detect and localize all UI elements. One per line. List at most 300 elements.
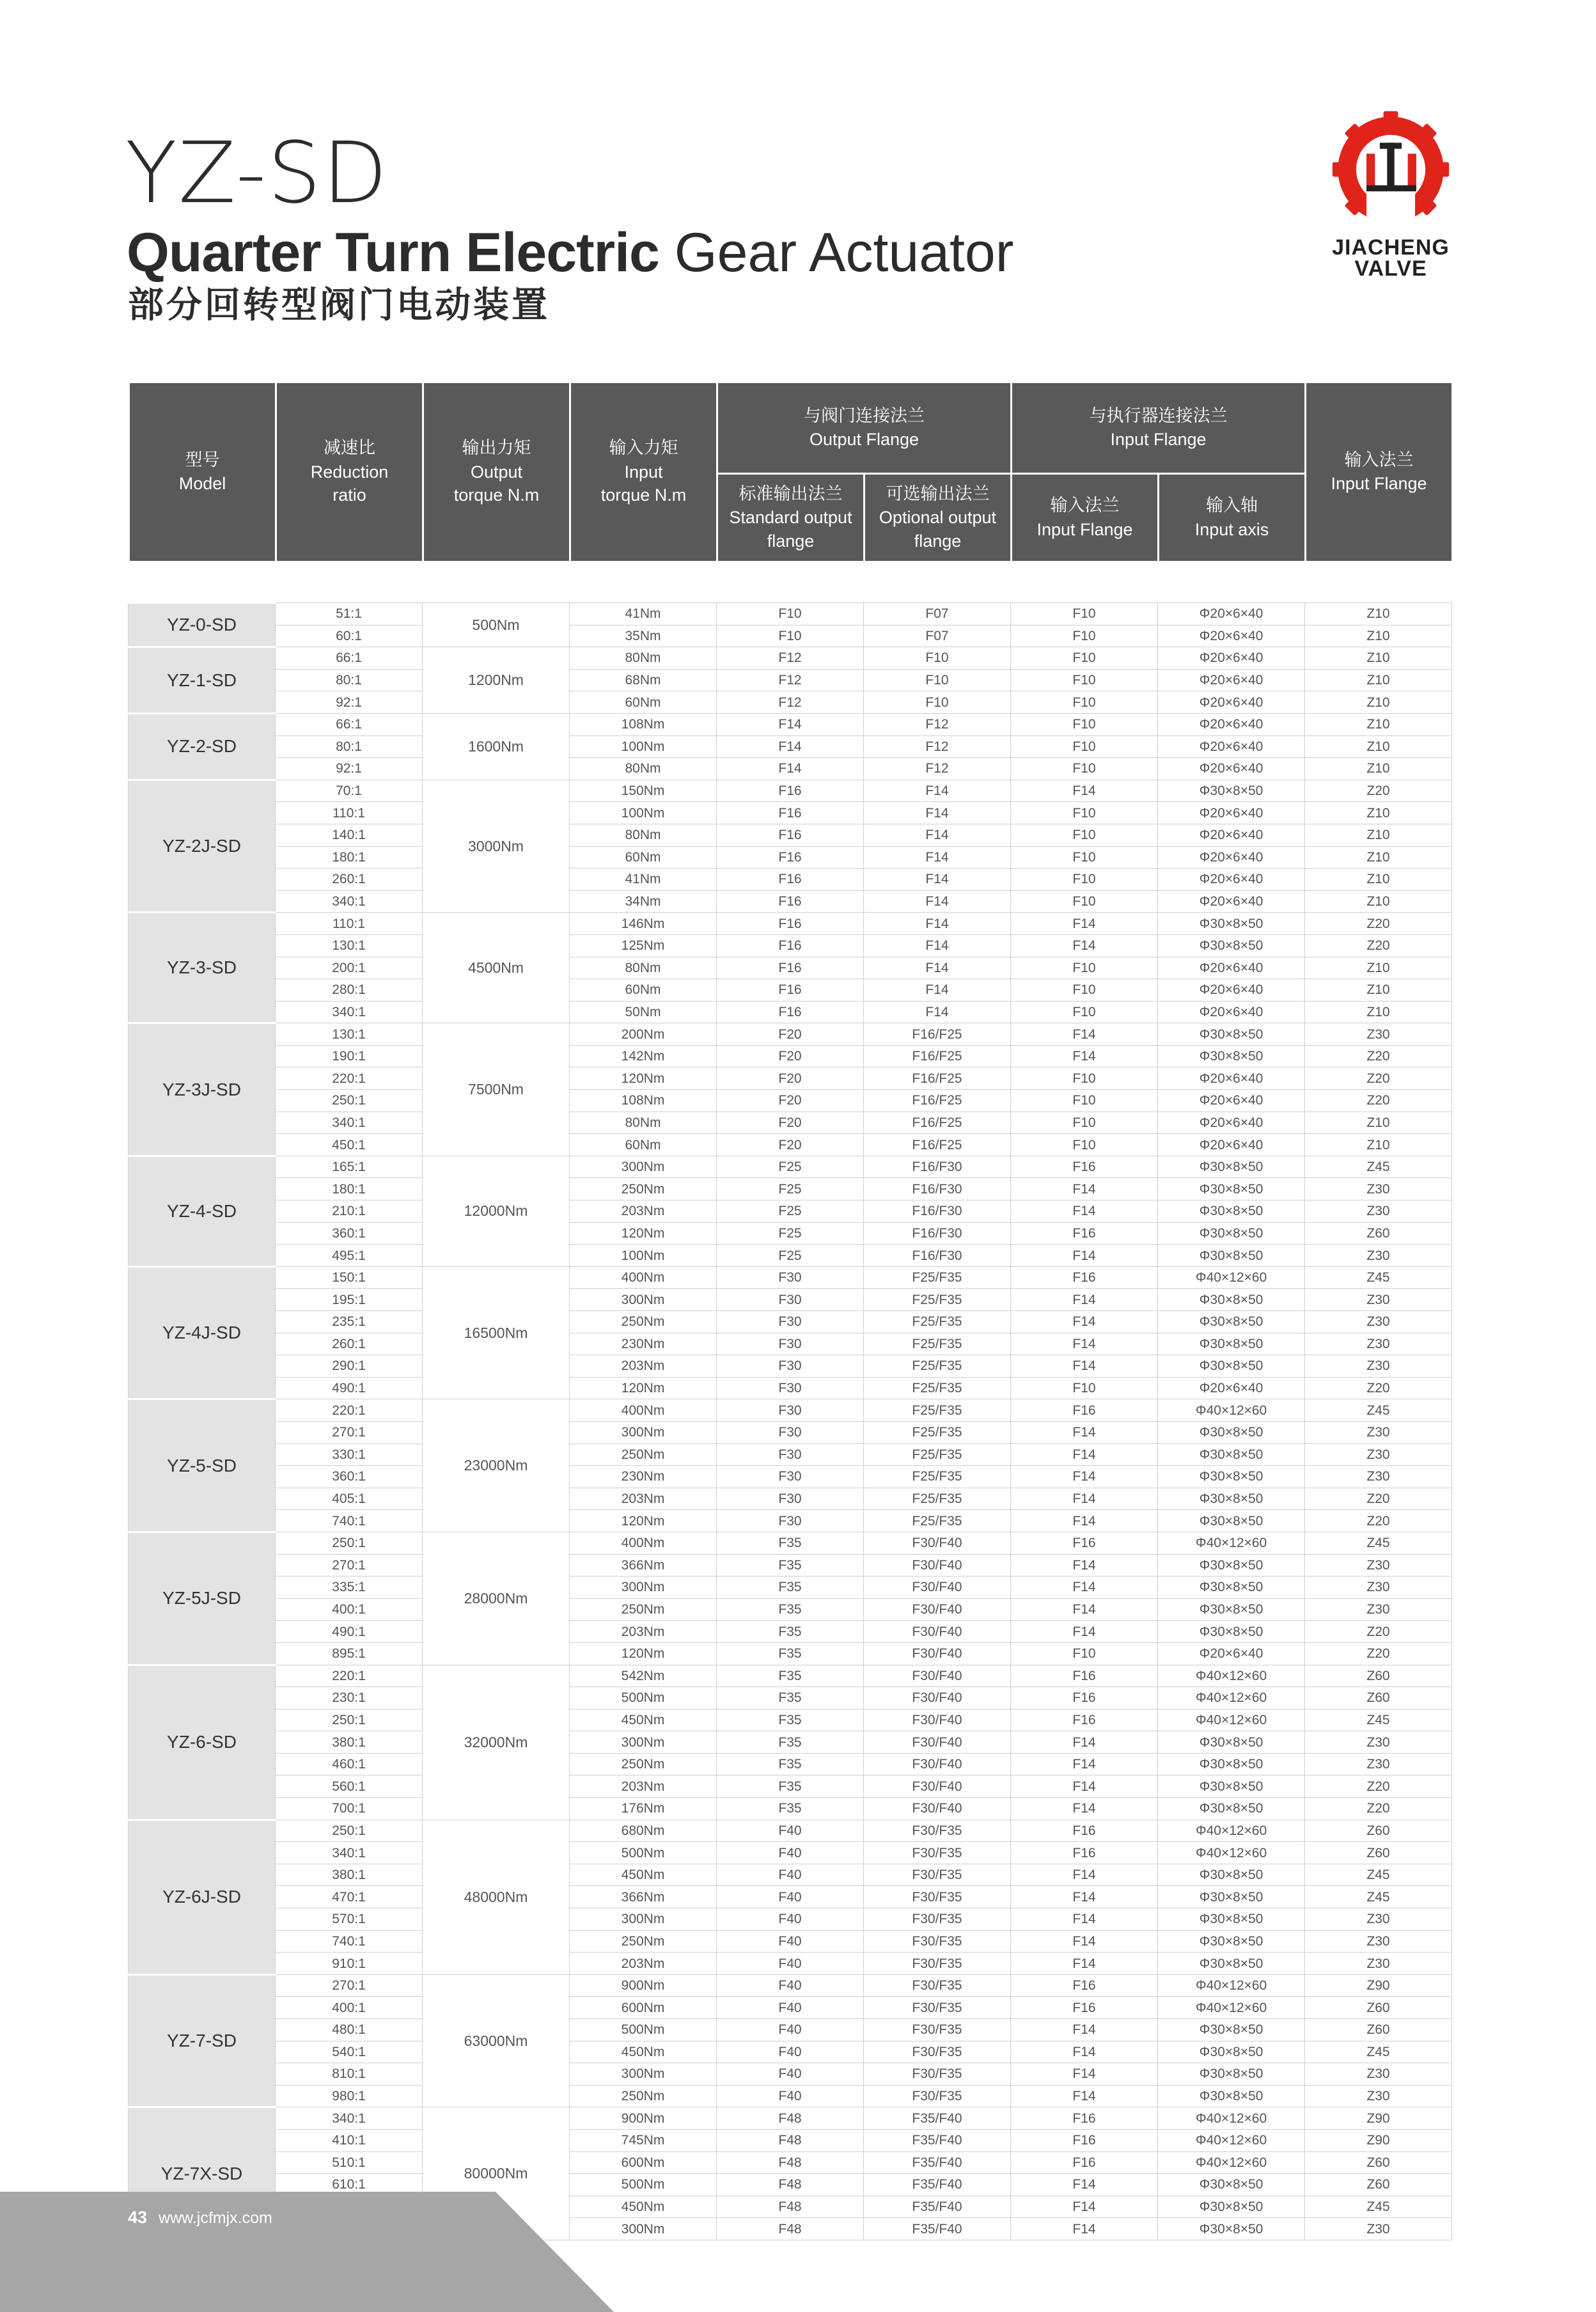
cell-reduction-ratio: 340:1: [276, 1112, 423, 1134]
cell-output-torque: 63000Nm: [423, 1974, 570, 2107]
cell-input-flange-z: Z90: [1305, 2107, 1452, 2130]
cell-model: YZ-2J-SD: [129, 780, 276, 913]
cell-input-flange: F16: [1011, 2129, 1158, 2151]
cell-reduction-ratio: 220:1: [276, 1067, 423, 1090]
cell-standard-output-flange: F35: [717, 1642, 864, 1665]
table-row: [129, 1466, 1452, 1488]
cell-input-torque: 300Nm: [570, 1577, 717, 1599]
cell-standard-output-flange: F16: [717, 869, 864, 891]
cell-standard-output-flange: F48: [717, 2129, 864, 2151]
cell-standard-output-flange: F16: [717, 824, 864, 846]
cell-standard-output-flange: F40: [717, 1908, 864, 1931]
cell-input-torque: 680Nm: [570, 1820, 717, 1842]
cell-reduction-ratio: 570:1: [276, 1908, 423, 1931]
cell-input-flange-z: Z10: [1305, 957, 1452, 979]
cell-input-flange: F14: [1011, 780, 1158, 802]
cell-input-flange: F10: [1011, 802, 1158, 824]
cell-input-flange: F14: [1011, 1577, 1158, 1599]
brand-name-line1: JIACHENG: [1332, 235, 1450, 260]
header-standard-output-flange: 标准输出法兰 Standard output flange: [717, 474, 864, 562]
cell-input-torque: 60Nm: [570, 1134, 717, 1156]
cell-optional-output-flange: F25/F35: [864, 1377, 1011, 1399]
cell-reduction-ratio: 340:1: [276, 1001, 423, 1023]
cell-optional-output-flange: F16/F30: [864, 1200, 1011, 1223]
cell-optional-output-flange: F30/F40: [864, 1577, 1011, 1599]
header-input-torque: 输入力矩 Input torque N.m: [570, 382, 717, 562]
cell-input-torque: 300Nm: [570, 2063, 717, 2086]
cell-optional-output-flange: F25/F35: [864, 1421, 1011, 1443]
cell-standard-output-flange: F30: [717, 1377, 864, 1399]
cell-reduction-ratio: 260:1: [276, 1333, 423, 1355]
cell-model: YZ-2-SD: [129, 713, 276, 780]
cell-optional-output-flange: F14: [864, 890, 1011, 913]
cell-input-flange-z: Z45: [1305, 1532, 1452, 1554]
cell-input-axis: Φ30×8×50: [1158, 1554, 1305, 1577]
cell-input-torque: 230Nm: [570, 1466, 717, 1488]
cell-reduction-ratio: 92:1: [276, 691, 423, 714]
cell-standard-output-flange: F48: [717, 2218, 864, 2240]
cell-input-flange: F16: [1011, 1820, 1158, 1842]
table-row: [129, 2063, 1452, 2086]
cell-standard-output-flange: F48: [717, 2174, 864, 2196]
cell-reduction-ratio: 140:1: [276, 824, 423, 846]
cell-reduction-ratio: 335:1: [276, 1577, 423, 1599]
cell-input-torque: 142Nm: [570, 1045, 717, 1067]
cell-input-torque: 230Nm: [570, 1333, 717, 1355]
cell-reduction-ratio: 250:1: [276, 1532, 423, 1554]
cell-input-torque: 35Nm: [570, 625, 717, 647]
cell-optional-output-flange: F35/F40: [864, 2218, 1011, 2240]
spec-table-body: [128, 602, 1452, 2241]
cell-reduction-ratio: 980:1: [276, 2085, 423, 2107]
cell-input-torque: 250Nm: [570, 1930, 717, 1953]
cell-reduction-ratio: 560:1: [276, 1775, 423, 1798]
cell-input-flange: F10: [1011, 647, 1158, 670]
cell-input-axis: Φ30×8×50: [1158, 1200, 1305, 1223]
cell-standard-output-flange: F35: [717, 1532, 864, 1554]
cell-input-flange: F10: [1011, 603, 1158, 625]
cell-output-torque: 3000Nm: [423, 780, 570, 913]
cell-standard-output-flange: F30: [717, 1355, 864, 1378]
cell-optional-output-flange: F30/F35: [864, 1886, 1011, 1908]
cell-input-flange: F10: [1011, 625, 1158, 647]
table-row: [129, 713, 1452, 735]
cell-reduction-ratio: 400:1: [276, 1997, 423, 2019]
cell-input-flange-z: Z10: [1305, 758, 1452, 780]
cell-reduction-ratio: 250:1: [276, 1090, 423, 1112]
cell-standard-output-flange: F40: [717, 1864, 864, 1886]
cell-input-axis: Φ20×6×40: [1158, 1001, 1305, 1023]
cell-optional-output-flange: F14: [864, 869, 1011, 891]
cell-input-torque: 450Nm: [570, 1709, 717, 1731]
cell-input-flange-z: Z45: [1305, 2041, 1452, 2063]
cell-input-torque: 300Nm: [570, 1908, 717, 1931]
cell-input-flange-z: Z20: [1305, 1642, 1452, 1665]
cell-model: YZ-7-SD: [129, 1974, 276, 2107]
cell-input-flange: F14: [1011, 1023, 1158, 1046]
cell-reduction-ratio: 250:1: [276, 1820, 423, 1842]
cell-standard-output-flange: F40: [717, 1953, 864, 1975]
cell-input-axis: Φ30×8×50: [1158, 1731, 1305, 1754]
cell-input-flange: F14: [1011, 1443, 1158, 1466]
cell-standard-output-flange: F35: [717, 1709, 864, 1731]
cell-output-torque: 500Nm: [423, 603, 570, 647]
cell-standard-output-flange: F48: [717, 2196, 864, 2218]
cell-optional-output-flange: F16/F25: [864, 1090, 1011, 1112]
cell-standard-output-flange: F30: [717, 1399, 864, 1422]
cell-optional-output-flange: F14: [864, 802, 1011, 824]
cell-input-torque: 300Nm: [570, 1156, 717, 1178]
cell-reduction-ratio: 340:1: [276, 890, 423, 913]
cell-input-flange-z: Z30: [1305, 1355, 1452, 1378]
cell-reduction-ratio: 400:1: [276, 1598, 423, 1621]
cell-input-axis: Φ30×8×50: [1158, 2196, 1305, 2218]
cell-output-torque: 48000Nm: [423, 1820, 570, 1974]
cell-input-flange-z: Z20: [1305, 1621, 1452, 1643]
cell-input-flange: F16: [1011, 2107, 1158, 2130]
table-row: [129, 691, 1452, 714]
cell-reduction-ratio: 490:1: [276, 1377, 423, 1399]
table-row: [129, 1709, 1452, 1731]
cell-input-flange-z: Z30: [1305, 1421, 1452, 1443]
cell-input-flange-z: Z10: [1305, 890, 1452, 913]
cell-reduction-ratio: 340:1: [276, 2107, 423, 2130]
subtitle-bold: Quarter Turn Electric: [127, 222, 659, 283]
header-output-flange-group: 与阀门连接法兰 Output Flange: [717, 382, 1012, 474]
cell-reduction-ratio: 410:1: [276, 2129, 423, 2151]
cell-input-axis: Φ40×12×60: [1158, 1997, 1305, 2019]
cell-optional-output-flange: F30/F35: [864, 1908, 1011, 1931]
cell-standard-output-flange: F16: [717, 913, 864, 935]
cell-input-flange-z: Z10: [1305, 824, 1452, 846]
table-row: [129, 1598, 1452, 1621]
table-row: [129, 1864, 1452, 1886]
cell-input-flange-z: Z45: [1305, 1266, 1452, 1289]
cell-input-flange-z: Z90: [1305, 2129, 1452, 2151]
table-row: [129, 1399, 1452, 1422]
cell-input-torque: 200Nm: [570, 1023, 717, 1046]
table-row: [129, 1023, 1452, 1046]
table-row: [129, 780, 1452, 802]
header-input-flange-z: 输入法兰 Input Flange: [1306, 382, 1453, 562]
cell-standard-output-flange: F40: [717, 1997, 864, 2019]
cell-optional-output-flange: F14: [864, 957, 1011, 979]
table-row: [129, 1311, 1452, 1333]
cell-optional-output-flange: F30/F40: [864, 1621, 1011, 1643]
cell-optional-output-flange: F16/F25: [864, 1045, 1011, 1067]
cell-input-torque: 250Nm: [570, 1443, 717, 1466]
table-row: [129, 846, 1452, 869]
cell-input-axis: Φ30×8×50: [1158, 1753, 1305, 1775]
cell-input-torque: 80Nm: [570, 824, 717, 846]
cell-standard-output-flange: F14: [717, 758, 864, 780]
table-row: [129, 1731, 1452, 1754]
cell-standard-output-flange: F16: [717, 890, 864, 913]
cell-input-flange-z: Z30: [1305, 1731, 1452, 1754]
cell-reduction-ratio: 70:1: [276, 780, 423, 802]
cell-model: YZ-5J-SD: [129, 1532, 276, 1665]
cell-reduction-ratio: 250:1: [276, 1709, 423, 1731]
cell-input-torque: 450Nm: [570, 1864, 717, 1886]
cell-input-flange: F14: [1011, 1731, 1158, 1754]
cell-input-flange: F10: [1011, 1001, 1158, 1023]
table-row: [129, 603, 1452, 625]
cell-input-flange-z: Z45: [1305, 1864, 1452, 1886]
header-optional-output-flange: 可选输出法兰 Optional output flange: [864, 474, 1012, 562]
cell-input-flange-z: Z30: [1305, 1466, 1452, 1488]
cell-standard-output-flange: F12: [717, 691, 864, 714]
cell-reduction-ratio: 190:1: [276, 1045, 423, 1067]
cell-input-axis: Φ20×6×40: [1158, 1642, 1305, 1665]
cell-input-axis: Φ40×12×60: [1158, 1842, 1305, 1864]
cell-reduction-ratio: 340:1: [276, 1842, 423, 1864]
cell-input-flange-z: Z20: [1305, 1067, 1452, 1090]
cell-input-torque: 600Nm: [570, 1997, 717, 2019]
cell-input-axis: Φ30×8×50: [1158, 1488, 1305, 1510]
cell-reduction-ratio: 360:1: [276, 1222, 423, 1245]
cell-input-flange: F14: [1011, 1621, 1158, 1643]
cell-standard-output-flange: F40: [717, 1886, 864, 1908]
cell-input-flange-z: Z20: [1305, 1775, 1452, 1798]
cell-model: YZ-7X-SD: [129, 2107, 276, 2240]
cell-input-flange: F10: [1011, 957, 1158, 979]
cell-input-torque: 203Nm: [570, 1953, 717, 1975]
table-row: [129, 1067, 1452, 1090]
cell-input-flange-z: Z20: [1305, 1090, 1452, 1112]
cell-input-flange: F14: [1011, 1908, 1158, 1931]
cell-standard-output-flange: F40: [717, 1930, 864, 1953]
cell-input-flange: F14: [1011, 1289, 1158, 1311]
cell-input-torque: 366Nm: [570, 1554, 717, 1577]
cell-reduction-ratio: 210:1: [276, 1200, 423, 1223]
cell-reduction-ratio: 495:1: [276, 1245, 423, 1267]
cell-input-flange-z: Z30: [1305, 1443, 1452, 1466]
table-row: [129, 2129, 1452, 2151]
cell-input-flange: F14: [1011, 2063, 1158, 2086]
cell-input-flange: F14: [1011, 1466, 1158, 1488]
cell-input-flange: F16: [1011, 1687, 1158, 1710]
cell-input-flange: F14: [1011, 1200, 1158, 1223]
cell-optional-output-flange: F14: [864, 824, 1011, 846]
cell-optional-output-flange: F25/F35: [864, 1488, 1011, 1510]
cell-reduction-ratio: 230:1: [276, 1687, 423, 1710]
cell-input-flange: F14: [1011, 1598, 1158, 1621]
table-row: [129, 802, 1452, 824]
cell-input-flange: F16: [1011, 2151, 1158, 2174]
cell-standard-output-flange: F20: [717, 1045, 864, 1067]
cell-input-flange-z: Z60: [1305, 1687, 1452, 1710]
cell-input-flange-z: Z10: [1305, 603, 1452, 625]
cell-reduction-ratio: 290:1: [276, 1355, 423, 1378]
footer: [128, 2209, 272, 2226]
cell-optional-output-flange: F12: [864, 735, 1011, 758]
cell-reduction-ratio: 470:1: [276, 1886, 423, 1908]
cell-input-flange: F14: [1011, 2041, 1158, 2063]
cell-input-axis: Φ40×12×60: [1158, 1532, 1305, 1554]
cell-input-flange: F14: [1011, 1798, 1158, 1820]
cell-model: YZ-3J-SD: [129, 1023, 276, 1156]
cell-input-flange-z: Z90: [1305, 1974, 1452, 1997]
cell-input-flange-z: Z20: [1305, 780, 1452, 802]
cell-reduction-ratio: 380:1: [276, 1864, 423, 1886]
cell-input-axis: Φ30×8×50: [1158, 1355, 1305, 1378]
page-subtitle: [127, 222, 1014, 283]
cell-input-torque: 250Nm: [570, 1598, 717, 1621]
cell-input-torque: 542Nm: [570, 1665, 717, 1687]
cell-output-torque: 1200Nm: [423, 647, 570, 714]
cell-optional-output-flange: F30/F40: [864, 1798, 1011, 1820]
cell-input-flange-z: Z60: [1305, 2019, 1452, 2041]
cell-input-flange-z: Z10: [1305, 846, 1452, 869]
cell-input-torque: 120Nm: [570, 1067, 717, 1090]
cell-input-flange-z: Z30: [1305, 1554, 1452, 1577]
cell-reduction-ratio: 510:1: [276, 2151, 423, 2174]
table-row: [129, 1266, 1452, 1289]
cell-input-flange: F10: [1011, 1090, 1158, 1112]
cell-input-flange: F14: [1011, 2085, 1158, 2107]
cell-output-torque: 7500Nm: [423, 1023, 570, 1156]
cell-reduction-ratio: 330:1: [276, 1443, 423, 1466]
cell-input-flange-z: Z30: [1305, 1908, 1452, 1931]
cell-input-flange-z: Z60: [1305, 1665, 1452, 1687]
cell-standard-output-flange: F48: [717, 2107, 864, 2130]
cell-input-torque: 80Nm: [570, 758, 717, 780]
cell-optional-output-flange: F30/F35: [864, 1997, 1011, 2019]
cell-optional-output-flange: F25/F35: [864, 1466, 1011, 1488]
cell-standard-output-flange: F35: [717, 1665, 864, 1687]
cell-input-axis: Φ30×8×50: [1158, 1045, 1305, 1067]
cell-input-axis: Φ40×12×60: [1158, 1399, 1305, 1422]
cell-input-torque: 500Nm: [570, 1687, 717, 1710]
cell-reduction-ratio: 60:1: [276, 625, 423, 647]
page-title: YZ-SD: [125, 124, 389, 223]
cell-optional-output-flange: F16/F25: [864, 1023, 1011, 1046]
cell-input-axis: Φ30×8×50: [1158, 934, 1305, 957]
cell-input-torque: 500Nm: [570, 2174, 717, 2196]
cell-reduction-ratio: 260:1: [276, 869, 423, 891]
cell-input-flange-z: Z30: [1305, 1289, 1452, 1311]
cell-input-torque: 300Nm: [570, 1289, 717, 1311]
cell-input-torque: 300Nm: [570, 2218, 717, 2240]
page-number: 43: [128, 2208, 148, 2227]
table-row: [129, 1156, 1452, 1178]
cell-model: YZ-3-SD: [129, 913, 276, 1023]
cell-standard-output-flange: F30: [717, 1421, 864, 1443]
cell-reduction-ratio: 51:1: [276, 603, 423, 625]
cell-input-axis: Φ30×8×50: [1158, 1621, 1305, 1643]
cell-standard-output-flange: F16: [717, 979, 864, 1002]
cell-input-flange-z: Z60: [1305, 1820, 1452, 1842]
cell-reduction-ratio: 700:1: [276, 1798, 423, 1820]
page-subtitle-chinese: 部分回转型阀门电动装置: [128, 285, 550, 326]
table-row: [129, 1488, 1452, 1510]
cell-input-flange-z: Z60: [1305, 1997, 1452, 2019]
cell-input-axis: Φ40×12×60: [1158, 1687, 1305, 1710]
cell-input-torque: 900Nm: [570, 2107, 717, 2130]
cell-reduction-ratio: 270:1: [276, 1421, 423, 1443]
cell-input-torque: 450Nm: [570, 2196, 717, 2218]
cell-standard-output-flange: F12: [717, 647, 864, 670]
cell-output-torque: 4500Nm: [423, 913, 570, 1023]
cell-input-torque: 203Nm: [570, 1355, 717, 1378]
cell-input-axis: Φ30×8×50: [1158, 2041, 1305, 2063]
cell-input-flange-z: Z10: [1305, 869, 1452, 891]
cell-output-torque: 28000Nm: [423, 1532, 570, 1665]
cell-standard-output-flange: F25: [717, 1156, 864, 1178]
cell-input-flange: F10: [1011, 1377, 1158, 1399]
table-row: [129, 1687, 1452, 1710]
cell-standard-output-flange: F14: [717, 713, 864, 735]
cell-standard-output-flange: F40: [717, 1974, 864, 1997]
cell-input-torque: 125Nm: [570, 934, 717, 957]
cell-optional-output-flange: F30/F40: [864, 1665, 1011, 1687]
cell-reduction-ratio: 180:1: [276, 846, 423, 869]
cell-standard-output-flange: F35: [717, 1577, 864, 1599]
cell-optional-output-flange: F30/F35: [864, 1864, 1011, 1886]
cell-input-axis: Φ20×6×40: [1158, 625, 1305, 647]
cell-input-flange: F14: [1011, 1753, 1158, 1775]
cell-input-axis: Φ20×6×40: [1158, 1377, 1305, 1399]
cell-output-torque: 16500Nm: [423, 1266, 570, 1399]
cell-model: YZ-6-SD: [129, 1665, 276, 1820]
cell-standard-output-flange: F48: [717, 2151, 864, 2174]
cell-standard-output-flange: F30: [717, 1466, 864, 1488]
cell-input-torque: 203Nm: [570, 1621, 717, 1643]
cell-standard-output-flange: F30: [717, 1311, 864, 1333]
table-row: [129, 1577, 1452, 1599]
table-row: [129, 1798, 1452, 1820]
cell-optional-output-flange: F30/F40: [864, 1709, 1011, 1731]
table-row: [129, 957, 1452, 979]
cell-input-flange-z: Z10: [1305, 1001, 1452, 1023]
cell-input-flange: F14: [1011, 1333, 1158, 1355]
cell-input-flange: F14: [1011, 2174, 1158, 2196]
cell-input-axis: Φ20×6×40: [1158, 647, 1305, 670]
cell-standard-output-flange: F12: [717, 669, 864, 691]
table-row: [129, 934, 1452, 957]
cell-optional-output-flange: F25/F35: [864, 1333, 1011, 1355]
cell-input-flange: F14: [1011, 2218, 1158, 2240]
cell-optional-output-flange: F35/F40: [864, 2107, 1011, 2130]
table-row: [129, 1090, 1452, 1112]
cell-input-axis: Φ30×8×50: [1158, 1178, 1305, 1200]
cell-input-axis: Φ30×8×50: [1158, 2218, 1305, 2240]
cell-optional-output-flange: F12: [864, 758, 1011, 780]
cell-reduction-ratio: 280:1: [276, 979, 423, 1002]
cell-input-flange: F10: [1011, 758, 1158, 780]
cell-optional-output-flange: F35/F40: [864, 2129, 1011, 2151]
cell-input-flange: F16: [1011, 1156, 1158, 1178]
cell-input-torque: 50Nm: [570, 1001, 717, 1023]
table-row: [129, 625, 1452, 647]
cell-standard-output-flange: F40: [717, 2085, 864, 2107]
cell-input-axis: Φ20×6×40: [1158, 1112, 1305, 1134]
cell-optional-output-flange: F25/F35: [864, 1355, 1011, 1378]
cell-reduction-ratio: 810:1: [276, 2063, 423, 2086]
cell-standard-output-flange: F35: [717, 1687, 864, 1710]
cell-standard-output-flange: F40: [717, 1842, 864, 1864]
cell-optional-output-flange: F30/F35: [864, 1820, 1011, 1842]
cell-standard-output-flange: F25: [717, 1222, 864, 1245]
cell-reduction-ratio: 740:1: [276, 1510, 423, 1532]
cell-input-flange-z: Z30: [1305, 1245, 1452, 1267]
cell-input-axis: Φ30×8×50: [1158, 1023, 1305, 1046]
cell-input-flange: F14: [1011, 1178, 1158, 1200]
cell-optional-output-flange: F14: [864, 934, 1011, 957]
cell-input-flange: F14: [1011, 1355, 1158, 1378]
cell-input-flange: F16: [1011, 1709, 1158, 1731]
cell-input-torque: 900Nm: [570, 1974, 717, 1997]
